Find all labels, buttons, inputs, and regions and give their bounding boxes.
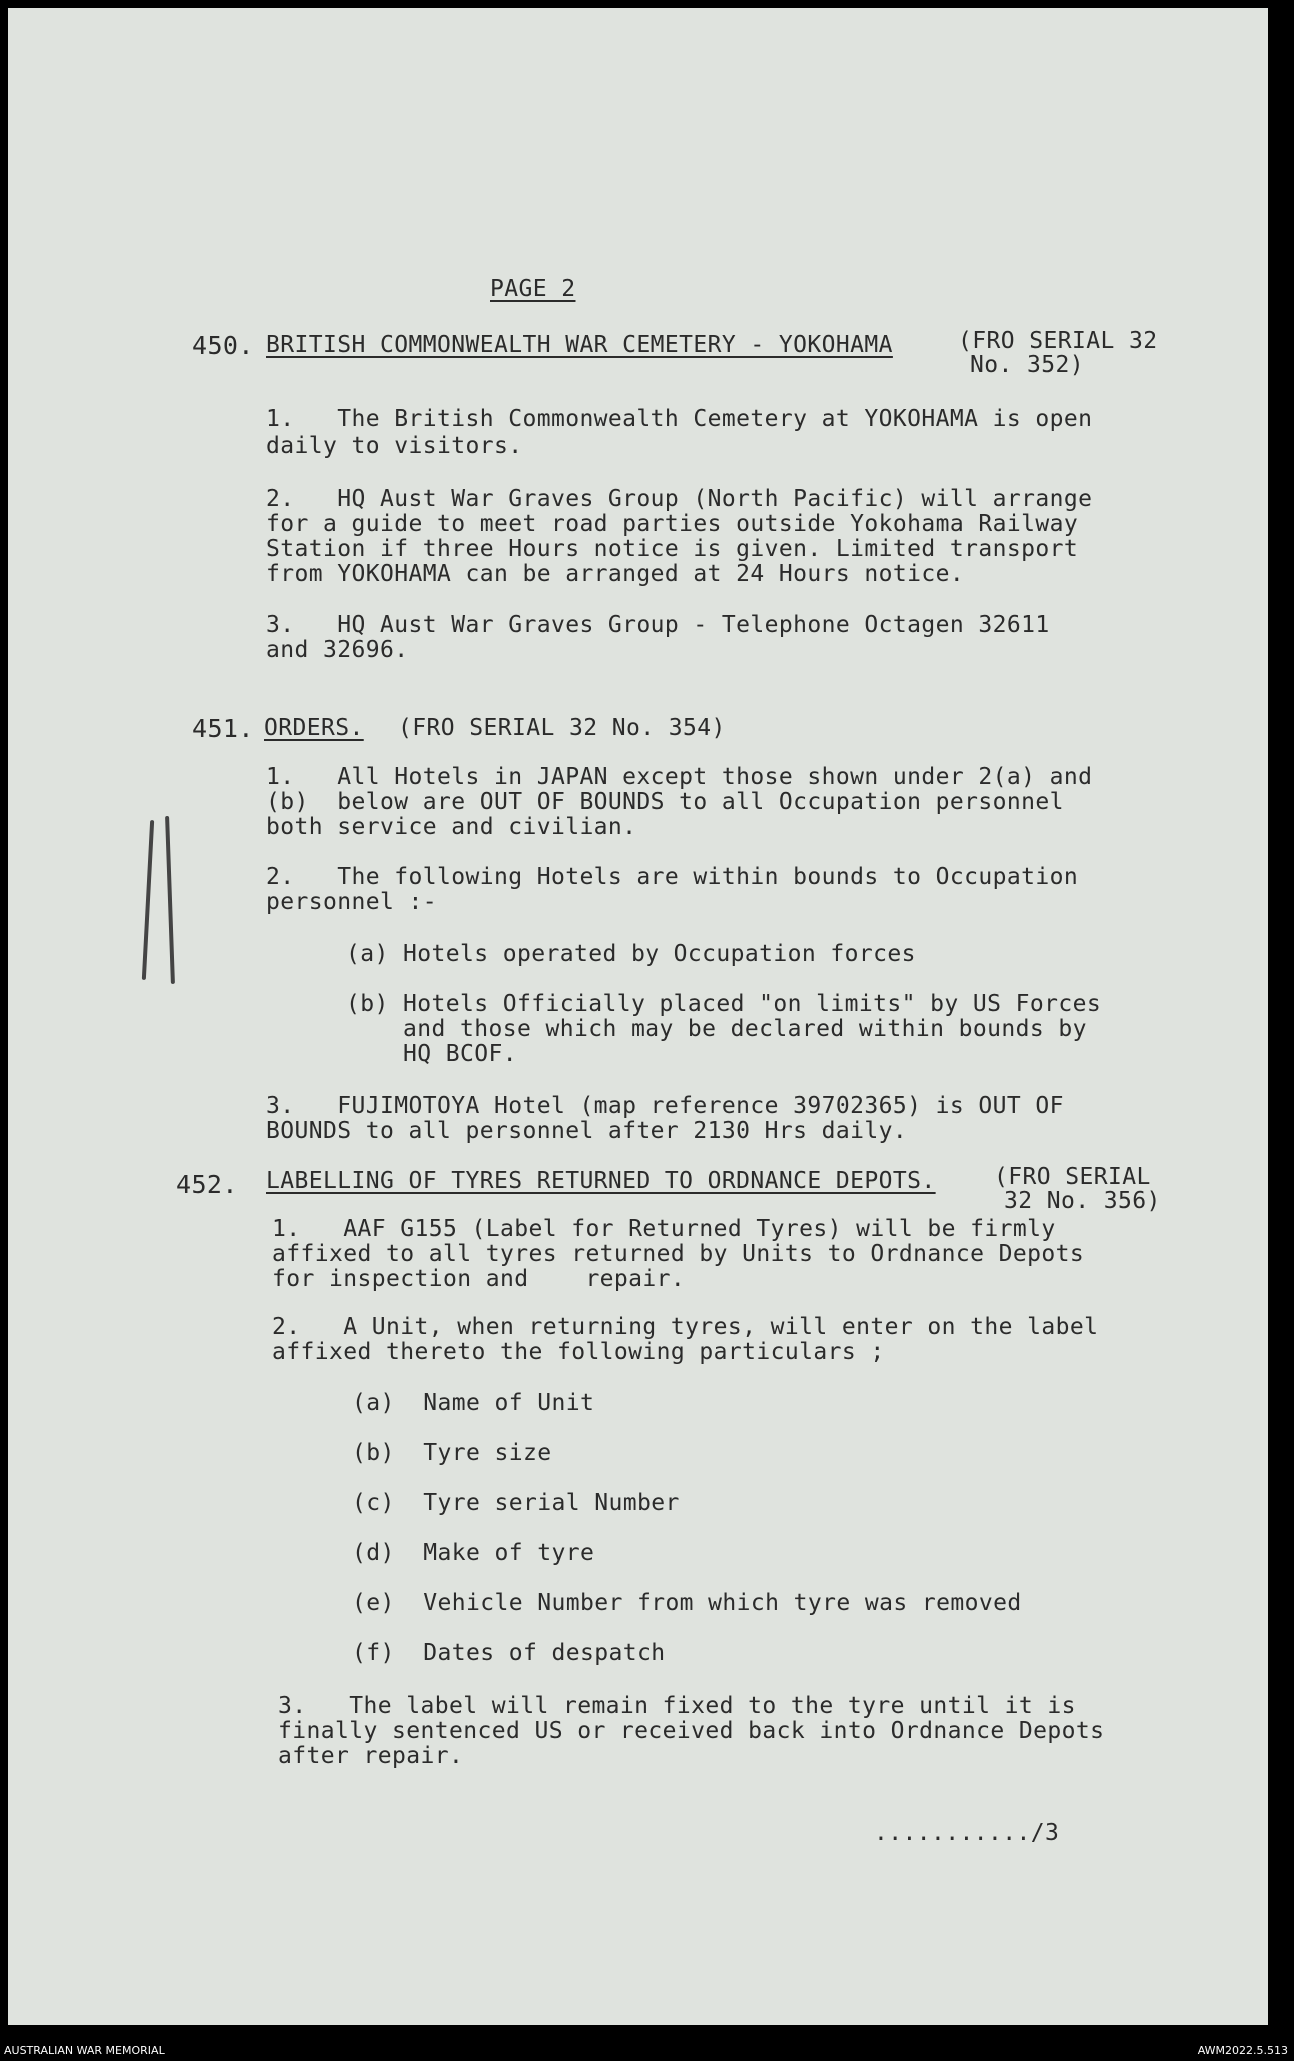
s450-p3-line1: 3. HQ Aust War Graves Group - Telephone Octagen 32611 — [266, 612, 1050, 638]
s452-list-f: (f) Dates of despatch — [352, 1640, 666, 1666]
s452-p3-line2: finally sentenced US or received back into Ordnance Depots — [278, 1718, 1105, 1744]
s452-p3-line1: 3. The label will remain fixed to the tyre until it is — [278, 1693, 1076, 1719]
s451-p2-line1: 2. The following Hotels are within bounds to Occupation — [266, 864, 1079, 890]
s452-list-d: (d) Make of tyre — [352, 1540, 595, 1566]
s450-p1-line1: 1. The British Commonwealth Cemetery at YOKOHAMA is open — [266, 406, 1093, 432]
s451-p1-line1: 1. All Hotels in JAPAN except those shown under 2(a) and — [266, 764, 1093, 790]
s452-p1-line2: affixed to all tyres returned by Units to Ordnance Depots — [272, 1241, 1085, 1267]
s451-p3-line2: BOUNDS to all personnel after 2130 Hrs daily. — [266, 1118, 908, 1144]
section-451-ref: (FRO SERIAL 32 No. 354) — [398, 715, 726, 741]
footer-reference: AWM2022.5.513 — [1197, 2044, 1288, 2057]
section-452-number: 452. — [176, 1170, 238, 1199]
archive-footer — [0, 2035, 1294, 2061]
s452-p1-line1: 1. AAF G155 (Label for Returned Tyres) will be firmly — [272, 1216, 1056, 1242]
s452-p1-line3: for inspection and repair. — [272, 1266, 686, 1292]
s452-list-b: (b) Tyre size — [352, 1440, 552, 1466]
page-header: PAGE 2 — [490, 276, 576, 302]
section-450-number: 450. — [192, 331, 254, 360]
margin-mark-right — [165, 816, 175, 984]
s450-p2-line4: from YOKOHAMA can be arranged at 24 Hours notice. — [266, 561, 965, 587]
s452-list-a: (a) Name of Unit — [352, 1390, 595, 1416]
s452-p2-line2: affixed thereto the following particulars ; — [272, 1339, 885, 1365]
s450-p2-line2: for a guide to meet road parties outside Yokohama Railway — [266, 511, 1079, 537]
section-452-ref-line1: (FRO SERIAL — [994, 1164, 1151, 1190]
s450-p2-line3: Station if three Hours notice is given. Limited transport — [266, 536, 1079, 562]
section-451-number: 451. — [192, 714, 254, 743]
section-450-title: BRITISH COMMONWEALTH WAR CEMETERY - YOKOHAMA — [266, 332, 893, 358]
s452-p2-line1: 2. A Unit, when returning tyres, will enter on the label — [272, 1314, 1099, 1340]
s452-list-c: (c) Tyre serial Number — [352, 1490, 680, 1516]
s450-p3-line2: and 32696. — [266, 637, 409, 663]
document-page — [8, 8, 1268, 2025]
footer-institution: AUSTRALIAN WAR MEMORIAL — [4, 2044, 165, 2057]
s450-p2-line1: 2. HQ Aust War Graves Group (North Pacific) will arrange — [266, 486, 1093, 512]
s451-p3-line1: 3. FUJIMOTOYA Hotel (map reference 39702365) is OUT OF — [266, 1093, 1064, 1119]
section-450-ref-line1: (FRO SERIAL 32 — [958, 328, 1158, 354]
section-452-title: LABELLING OF TYRES RETURNED TO ORDNANCE DEPOTS. — [266, 1168, 936, 1194]
s451-item-a: (a) Hotels operated by Occupation forces — [346, 941, 916, 967]
s451-item-b-line3: HQ BCOF. — [346, 1041, 517, 1067]
s451-p2-line2: personnel :- — [266, 889, 437, 915]
section-452-ref-line2: 32 No. 356) — [1004, 1188, 1161, 1214]
section-451-title: ORDERS. — [264, 715, 364, 741]
s451-item-b-line1: (b) Hotels Officially placed "on limits" by US Forces — [346, 991, 1102, 1017]
s450-p1-line2: daily to visitors. — [266, 433, 523, 459]
s452-p3-line3: after repair. — [278, 1743, 464, 1769]
s451-p1-line2: (b) below are OUT OF BOUNDS to all Occupation personnel — [266, 789, 1064, 815]
section-450-ref-line2: No. 352) — [970, 352, 1084, 378]
s451-item-b-line2: and those which may be declared within bounds by — [346, 1016, 1087, 1042]
s451-p1-line3: both service and civilian. — [266, 814, 637, 840]
margin-mark-left — [142, 820, 154, 980]
s452-list-e: (e) Vehicle Number from which tyre was removed — [352, 1590, 1022, 1616]
continuation-marker: .........../3 — [874, 1820, 1060, 1846]
